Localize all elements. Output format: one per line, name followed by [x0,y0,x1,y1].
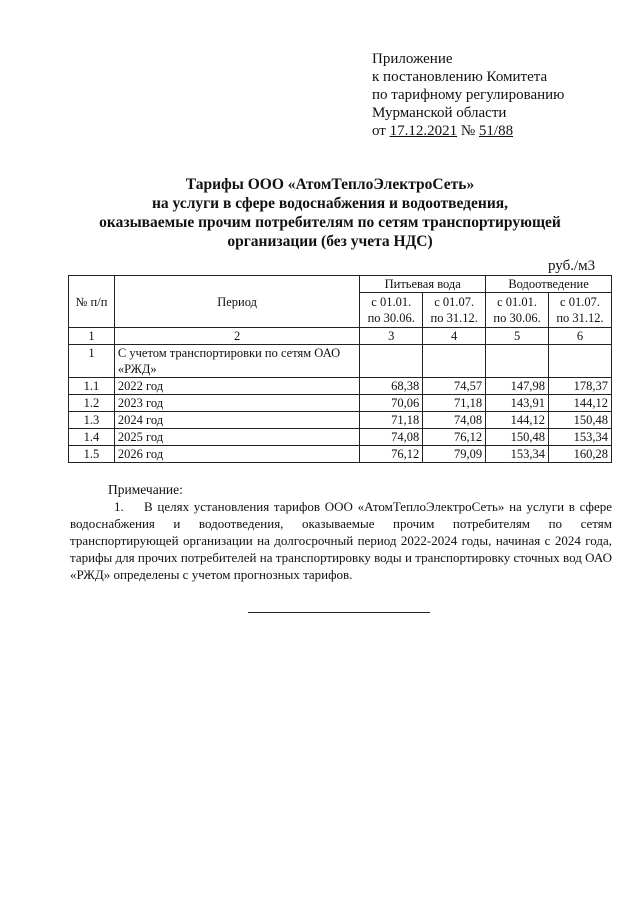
water-h1-value: 76,12 [360,446,423,463]
header-period: Период [114,276,359,328]
index-cell: 6 [549,328,612,345]
index-cell: 5 [486,328,549,345]
sewage-h1-value: 144,12 [486,412,549,429]
water-h1-value: 70,06 [360,395,423,412]
table-row [69,412,612,429]
header-sub-period: с 01.01. по 30.06. [360,293,423,328]
resolution-number: 51/88 [478,123,514,139]
sewage-h2-value: 178,37 [549,378,612,395]
index-cell: 3 [360,328,423,345]
table-row [69,446,612,463]
unit-label: руб./м3 [548,258,596,274]
empty-cell [360,345,423,378]
row-period: 2023 год [114,395,359,412]
water-h2-value: 74,57 [423,378,486,395]
empty-cell [486,345,549,378]
index-cell: 4 [423,328,486,345]
table-row [69,395,612,412]
header-num: № п/п [69,276,115,328]
header-sewage: Водоотведение [486,276,612,293]
water-h2-value: 76,12 [423,429,486,446]
row-num: 1.5 [69,446,115,463]
sewage-h1-value: 147,98 [486,378,549,395]
row-num: 1.4 [69,429,115,446]
row-period: 2026 год [114,446,359,463]
sewage-h2-value: 160,28 [549,446,612,463]
header-sub-period: с 01.07. по 31.12. [423,293,486,328]
appendix-date-line [372,122,564,140]
water-h2-value: 74,08 [423,412,486,429]
document-title [80,175,580,251]
appendix-line: к постановлению Комитета [372,69,548,85]
note-text: В целях установления тарифов ООО «АтомТеплоЭлектроСеть» на услуги в сфере водоснабжения и водоотведения, оказываемые прочим потребителям по сетям транспортирующей организации на долгосрочный период 2022-2024 годы, начиная с 2024 года, тарифы для прочих потребителей на транспортировку воды и транспортировку сточных вод ОАО «РЖД» определены с учетом прогнозных тарифов. [70,499,612,582]
row-period: 2025 год [114,429,359,446]
sewage-h1-value: 143,91 [486,395,549,412]
empty-cell [549,345,612,378]
water-h2-value: 71,18 [423,395,486,412]
section-num: 1 [69,345,115,378]
water-h1-value: 74,08 [360,429,423,446]
title-line: организации (без учета НДС) [227,233,433,250]
note-paragraph [70,498,612,583]
table-row [69,378,612,395]
row-num: 1.1 [69,378,115,395]
section-row [69,345,612,378]
header-sub-period: с 01.01. по 30.06. [486,293,549,328]
sewage-h1-value: 150,48 [486,429,549,446]
title-line: Тарифы ООО «АтомТеплоЭлектроСеть» [185,176,475,193]
title-line: оказываемые прочим потребителям по сетям транспортирующей [99,214,561,231]
closing-divider [248,612,430,613]
sewage-h1-value: 153,34 [486,446,549,463]
note-number: 1. [114,499,124,514]
index-cell: 1 [69,328,115,345]
sewage-h2-value: 150,48 [549,412,612,429]
row-period: 2024 год [114,412,359,429]
index-cell: 2 [114,328,359,345]
appendix-line: Мурманской области [372,105,507,121]
note-heading: Примечание: [108,482,183,497]
row-num: 1.2 [69,395,115,412]
water-h1-value: 68,38 [360,378,423,395]
appendix-line: по тарифному регулированию [372,87,565,103]
header-sub-period: с 01.07. по 31.12. [549,293,612,328]
sewage-h2-value: 144,12 [549,395,612,412]
water-h1-value: 71,18 [360,412,423,429]
appendix-header [372,50,564,140]
date-prefix: от [372,123,386,139]
section-label: С учетом транспортировки по сетям ОАО «РЖД» [114,345,359,378]
water-h2-value: 79,09 [423,446,486,463]
resolution-date: 17.12.2021 [389,123,458,139]
table-row [69,429,612,446]
empty-cell [423,345,486,378]
row-period: 2022 год [114,378,359,395]
index-row [69,328,612,345]
appendix-line: Приложение [372,51,453,67]
header-drinking-water: Питьевая вода [360,276,486,293]
title-line: на услуги в сфере водоснабжения и водоотведения, [151,195,509,212]
tariff-table [68,275,612,463]
row-num: 1.3 [69,412,115,429]
sewage-h2-value: 153,34 [549,429,612,446]
number-sign: № [460,123,476,139]
